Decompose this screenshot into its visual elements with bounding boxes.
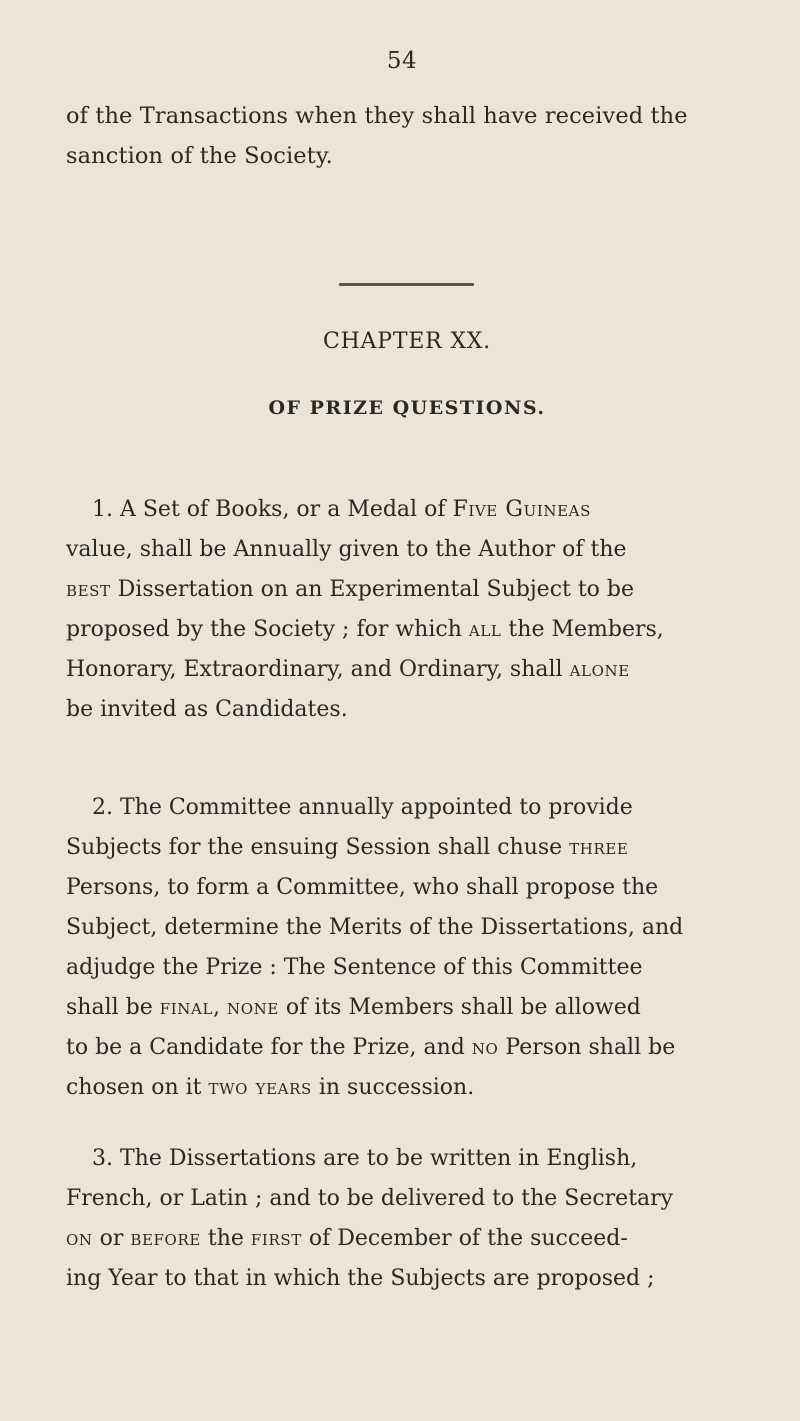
text-line — [66, 828, 738, 868]
small-caps-text: two years — [208, 1075, 312, 1100]
small-caps-text: best — [66, 577, 111, 602]
text-line: sanction of the Society. — [66, 143, 333, 169]
text-run: Persons, to form a Committee, who shall propose the — [66, 875, 659, 900]
text-line — [66, 530, 738, 570]
text-line — [66, 1219, 738, 1259]
chapter-subtitle: OF PRIZE QUESTIONS. — [268, 397, 546, 419]
text-run: of its Members shall be allowed — [278, 995, 641, 1020]
text-line — [66, 1259, 738, 1299]
page-number: 54 — [386, 48, 418, 74]
text-line — [66, 1028, 738, 1068]
text-run: in succession. — [311, 1075, 475, 1100]
text-run: Subject, determine the Merits of the Dissertations, and — [66, 915, 684, 940]
text-run: of December of the succeed- — [301, 1226, 628, 1251]
text-run: the Members, — [501, 617, 664, 642]
small-caps-text: alone — [569, 657, 630, 682]
small-caps-text: three — [569, 835, 629, 860]
small-caps-text: first — [250, 1226, 302, 1251]
text-line — [66, 1179, 738, 1219]
text-run: value, shall be Annually given to the Author of the — [66, 537, 627, 562]
text-run: the — [200, 1226, 251, 1251]
text-line — [66, 690, 738, 730]
text-run: ing Year to that in which the Subjects are proposed ; — [66, 1266, 655, 1291]
text-line — [66, 610, 738, 650]
small-caps-text: final — [159, 995, 214, 1020]
text-line — [66, 490, 738, 530]
text-run: 3. The Dissertations are to be written in English, — [92, 1146, 638, 1171]
text-line — [66, 1068, 738, 1108]
paragraph-1 — [66, 490, 738, 730]
text-run: Dissertation on an Experimental Subject to be — [110, 577, 635, 602]
small-caps-text: all — [468, 617, 502, 642]
text-line — [66, 988, 738, 1028]
text-line — [66, 908, 738, 948]
text-line — [66, 650, 738, 690]
text-run: to be a Candidate for the Prize, and — [66, 1035, 472, 1060]
text-run: French, or Latin ; and to be delivered to the Secretary — [66, 1186, 674, 1211]
text-run: shall be — [66, 995, 160, 1020]
text-run: chosen on it — [66, 1075, 209, 1100]
text-run: Person shall be — [498, 1035, 676, 1060]
text-line — [66, 868, 738, 908]
text-run: 1. A Set of Books, or a Medal of — [92, 497, 453, 522]
text-run: proposed by the Society ; for which — [66, 617, 469, 642]
text-line — [66, 948, 738, 988]
text-line — [66, 570, 738, 610]
paragraph-2 — [66, 788, 738, 1108]
text-run: Subjects for the ensuing Session shall chuse — [66, 835, 570, 860]
small-caps-text: none — [227, 995, 279, 1020]
text-run: be invited as Candidates. — [66, 697, 348, 722]
small-caps-text: before — [130, 1226, 201, 1251]
chapter-heading: CHAPTER XX. — [322, 329, 492, 354]
text-run: or — [92, 1226, 131, 1251]
text-line — [66, 1139, 738, 1179]
text-line: of the Transactions when they shall have received the — [66, 103, 688, 129]
section-divider — [339, 283, 474, 286]
small-caps-text: no — [471, 1035, 499, 1060]
text-run: adjudge the Prize : The Sentence of this Committee — [66, 955, 643, 980]
continued-paragraph — [66, 96, 724, 176]
text-run: , — [213, 995, 228, 1020]
small-caps-text: Five Guineas — [452, 497, 591, 522]
text-run: 2. The Committee annually appointed to provide — [92, 795, 633, 820]
text-run: Honorary, Extraordinary, and Ordinary, shall — [66, 657, 570, 682]
small-caps-text: on — [66, 1226, 93, 1251]
text-line — [66, 788, 738, 828]
paragraph-3 — [66, 1139, 738, 1299]
